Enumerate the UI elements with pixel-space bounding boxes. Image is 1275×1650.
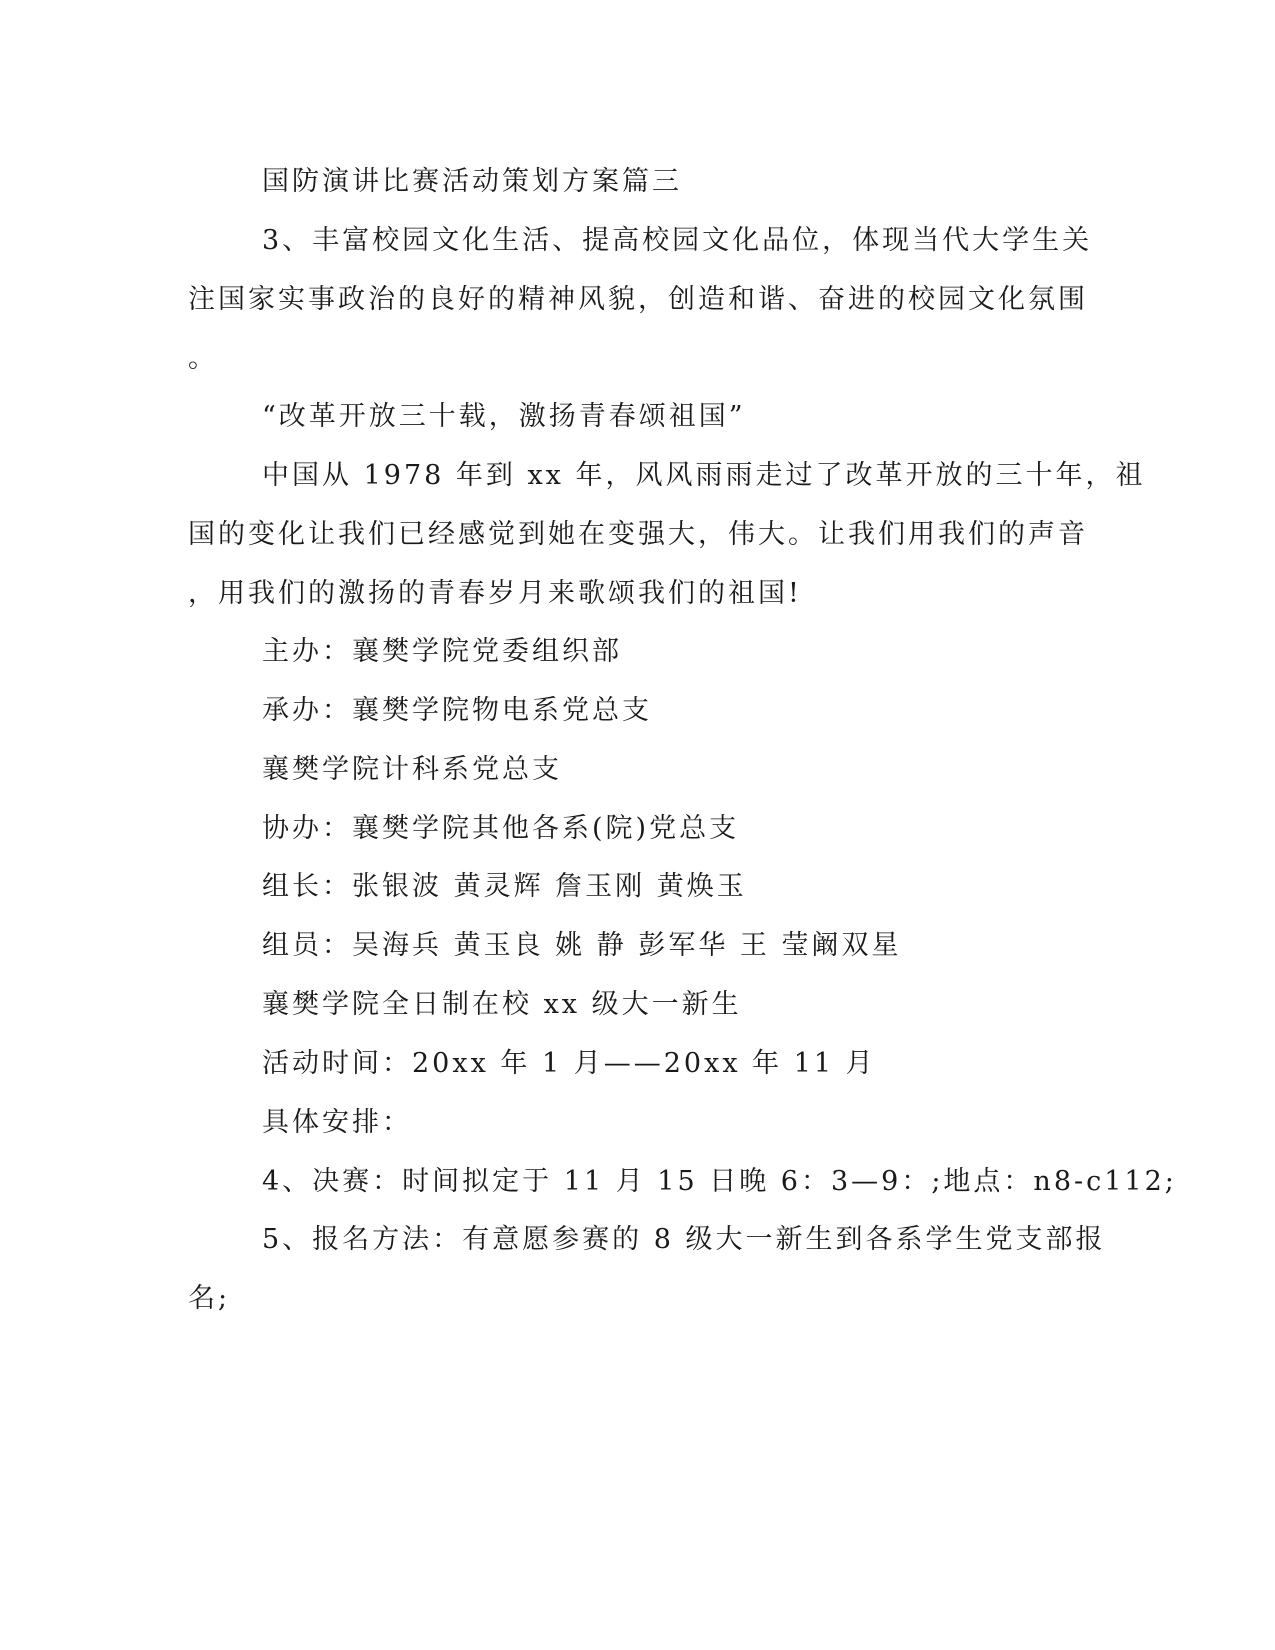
group-leaders-line: 组长：张银波 黄灵辉 詹玉刚 黄焕玉: [262, 871, 747, 902]
group-members-line: 组员：吴海兵 黄玉良 姚 静 彭军华 王 莹阚双星: [262, 930, 902, 961]
text-line: 中国从 1978 年到 xx 年，风风雨雨走过了改革开放的三十年，祖: [262, 460, 1146, 491]
text-line: ，用我们的激扬的青春岁月来歌颂我们的祖国!: [188, 578, 802, 609]
schedule-heading: 具体安排：: [262, 1107, 412, 1138]
final-round-line: 4、决赛：时间拟定于 11 月 15 日晚 6：3—9：;地点：n8-c112;: [262, 1166, 1177, 1197]
theme-slogan: “改革开放三十载，激扬青春颂祖国”: [262, 401, 746, 432]
text-line: 名;: [188, 1283, 231, 1314]
organizer-line: 主办：襄樊学院党委组织部: [262, 636, 622, 667]
text-line: 3、丰富校园文化生活、提高校园文化品位，体现当代大学生关: [262, 225, 1093, 256]
co-organizer-line: 协办：襄樊学院其他各系(院)党总支: [262, 813, 740, 844]
activity-time-line: 活动时间：20xx 年 1 月——20xx 年 11 月: [262, 1048, 876, 1079]
text-line: 5、报名方法：有意愿参赛的 8 级大一新生到各系学生党支部报: [262, 1224, 1106, 1255]
text-line: 国的变化让我们已经感觉到她在变强大，伟大。让我们用我们的声音: [188, 519, 1088, 550]
text-line: 注国家实事政治的良好的精神风貌，创造和谐、奋进的校园文化氛围: [188, 284, 1088, 315]
undertaker-line: 承办：襄樊学院物电系党总支: [262, 695, 652, 726]
document-title: 国防演讲比赛活动策划方案篇三: [262, 166, 682, 197]
text-line: 。: [188, 343, 218, 374]
undertaker-line-2: 襄樊学院计科系党总支: [262, 754, 562, 785]
participants-line: 襄樊学院全日制在校 xx 级大一新生: [262, 989, 742, 1020]
